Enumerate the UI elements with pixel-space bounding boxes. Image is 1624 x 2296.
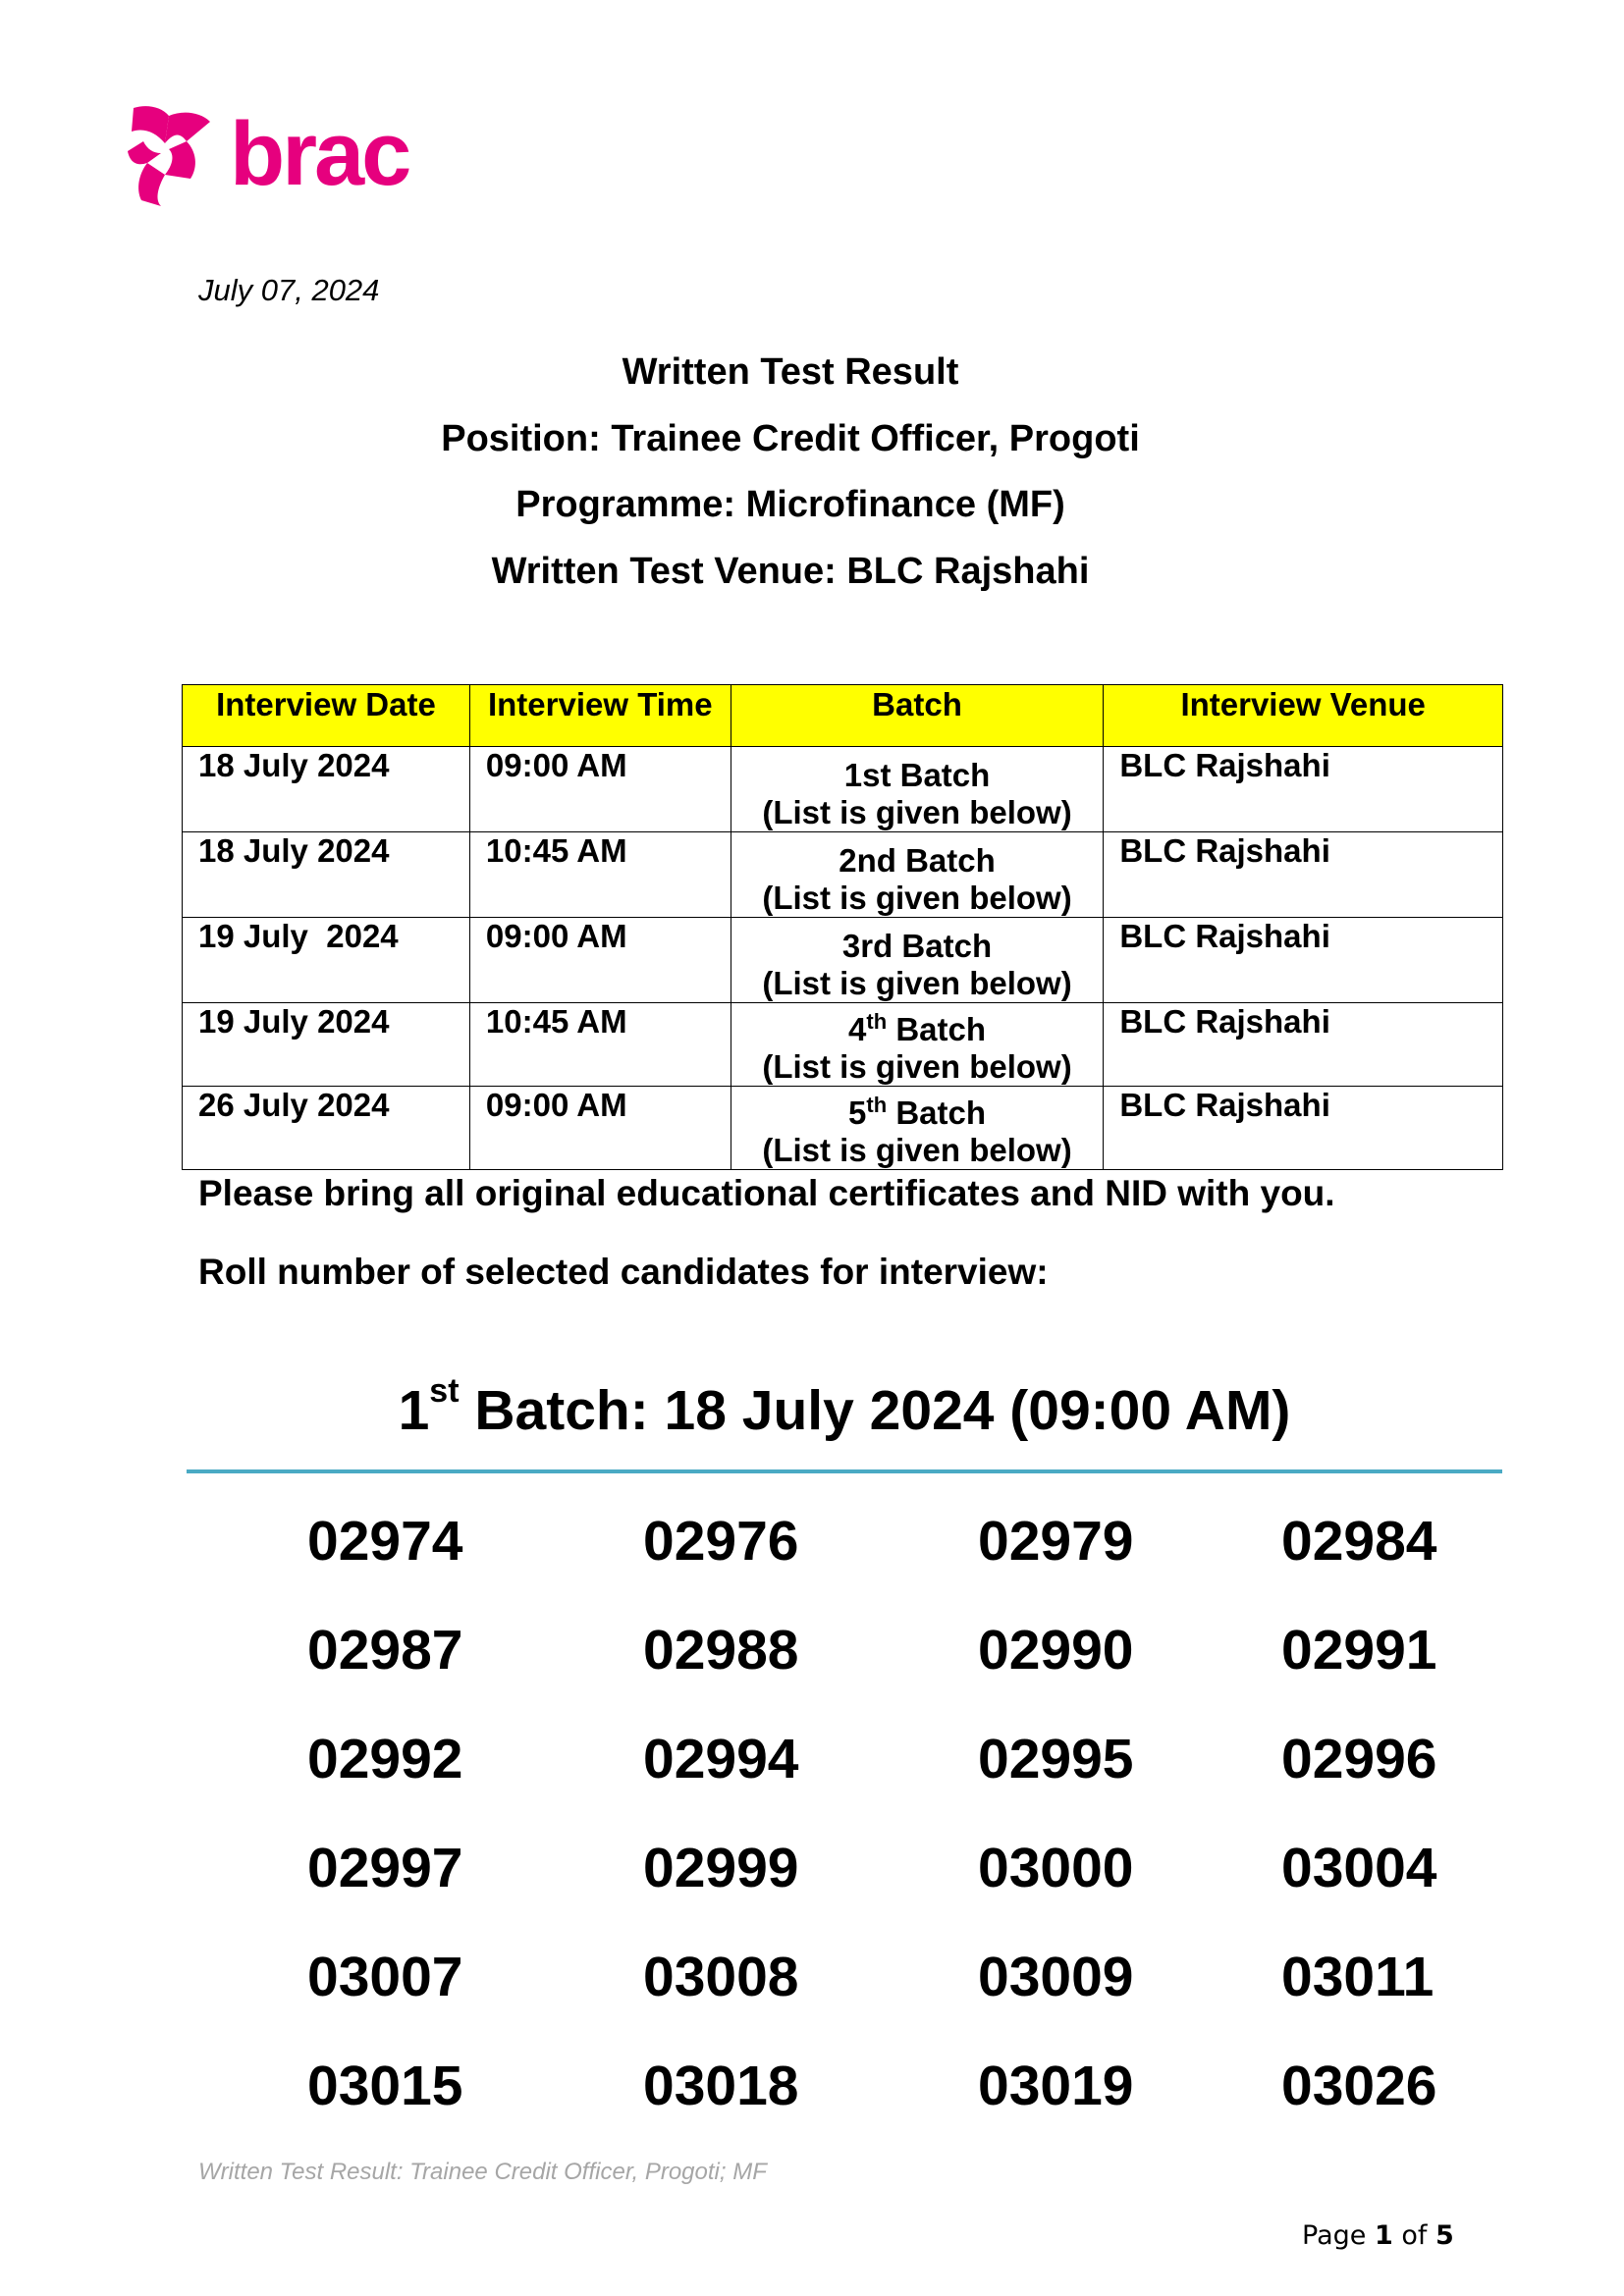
cell-date: 19 July 2024 [183,918,470,1003]
interview-schedule-table [182,684,1503,1170]
roll-intro-note: Roll number of selected candidates for interview: [198,1252,1049,1292]
cell-batch: 4th Batch (List is given below) [731,1003,1104,1087]
roll-number-grid [0,1502,1624,2156]
roll-row [0,1502,1624,1611]
cell-time: 09:00 AM [469,747,731,832]
roll-number: 02992 [307,1728,463,1790]
table-row [183,1003,1503,1087]
roll-number: 02979 [978,1510,1134,1573]
header-interview-venue: Interview Venue [1104,685,1503,747]
roll-number: 02976 [643,1510,799,1573]
programme-line: Programme: Microfinance (MF) [515,484,1065,525]
cell-batch: 3rd Batch (List is given below) [731,918,1104,1003]
roll-row [0,1611,1624,1720]
cell-time: 09:00 AM [469,1087,731,1170]
document-date: July 07, 2024 [198,273,380,307]
cell-time: 10:45 AM [469,832,731,918]
cell-venue: BLC Rajshahi [1104,918,1503,1003]
roll-number: 02997 [307,1837,463,1899]
roll-number: 03000 [978,1837,1134,1899]
roll-row [0,1720,1624,1829]
header-batch: Batch [731,685,1104,747]
roll-number: 02999 [643,1837,799,1899]
roll-number: 03018 [643,2055,799,2117]
cell-venue: BLC Rajshahi [1104,747,1503,832]
roll-number: 02988 [643,1619,799,1682]
roll-number: 02996 [1281,1728,1437,1790]
cell-date: 18 July 2024 [183,832,470,918]
heading-rule [187,1469,1502,1473]
venue-line: Written Test Venue: BLC Rajshahi [491,550,1090,592]
table-row [183,1087,1503,1170]
roll-number: 02994 [643,1728,799,1790]
cell-batch: 2nd Batch (List is given below) [731,832,1104,918]
roll-number: 03026 [1281,2055,1437,2117]
table-row [183,747,1503,832]
cell-date: 19 July 2024 [183,1003,470,1087]
batch-heading: 1st Batch: 18 July 2024 (09:00 AM) [398,1372,1291,1442]
cell-venue: BLC Rajshahi [1104,832,1503,918]
page-number: Page 1 of 5 [1302,2220,1454,2251]
roll-number: 03004 [1281,1837,1437,1899]
position-line: Position: Trainee Credit Officer, Progoti [441,417,1140,459]
table-row [183,918,1503,1003]
roll-number: 02991 [1281,1619,1437,1682]
table-header-row [183,685,1503,747]
roll-number: 02987 [307,1619,463,1682]
roll-row [0,1938,1624,2047]
roll-number: 03008 [643,1946,799,2008]
roll-number: 02995 [978,1728,1134,1790]
brac-logo [126,102,440,210]
roll-number: 03007 [307,1946,463,2008]
roll-number: 02990 [978,1619,1134,1682]
bring-documents-note: Please bring all original educational certificates and NID with you. [198,1173,1335,1213]
cell-venue: BLC Rajshahi [1104,1087,1503,1170]
cell-batch: 1st Batch (List is given below) [731,747,1104,832]
header-interview-date: Interview Date [183,685,470,747]
roll-row [0,1829,1624,1938]
header-interview-time: Interview Time [469,685,731,747]
cell-date: 26 July 2024 [183,1087,470,1170]
roll-number: 03011 [1281,1946,1435,2008]
cell-time: 10:45 AM [469,1003,731,1087]
document-titles [0,346,1581,611]
roll-number: 02984 [1281,1510,1437,1573]
brac-swirl-icon [128,106,210,206]
roll-number: 02974 [307,1510,463,1573]
roll-number: 03015 [307,2055,463,2117]
table-row [183,832,1503,918]
footer-note: Written Test Result: Trainee Credit Officer, Progoti; MF [198,2159,767,2185]
logo-wordmark: brac [230,104,409,204]
cell-time: 09:00 AM [469,918,731,1003]
roll-number: 03019 [978,2055,1134,2117]
roll-number: 03009 [978,1946,1134,2008]
cell-venue: BLC Rajshahi [1104,1003,1503,1087]
cell-batch: 5th Batch (List is given below) [731,1087,1104,1170]
roll-row [0,2047,1624,2156]
cell-date: 18 July 2024 [183,747,470,832]
title-line: Written Test Result [622,351,959,393]
